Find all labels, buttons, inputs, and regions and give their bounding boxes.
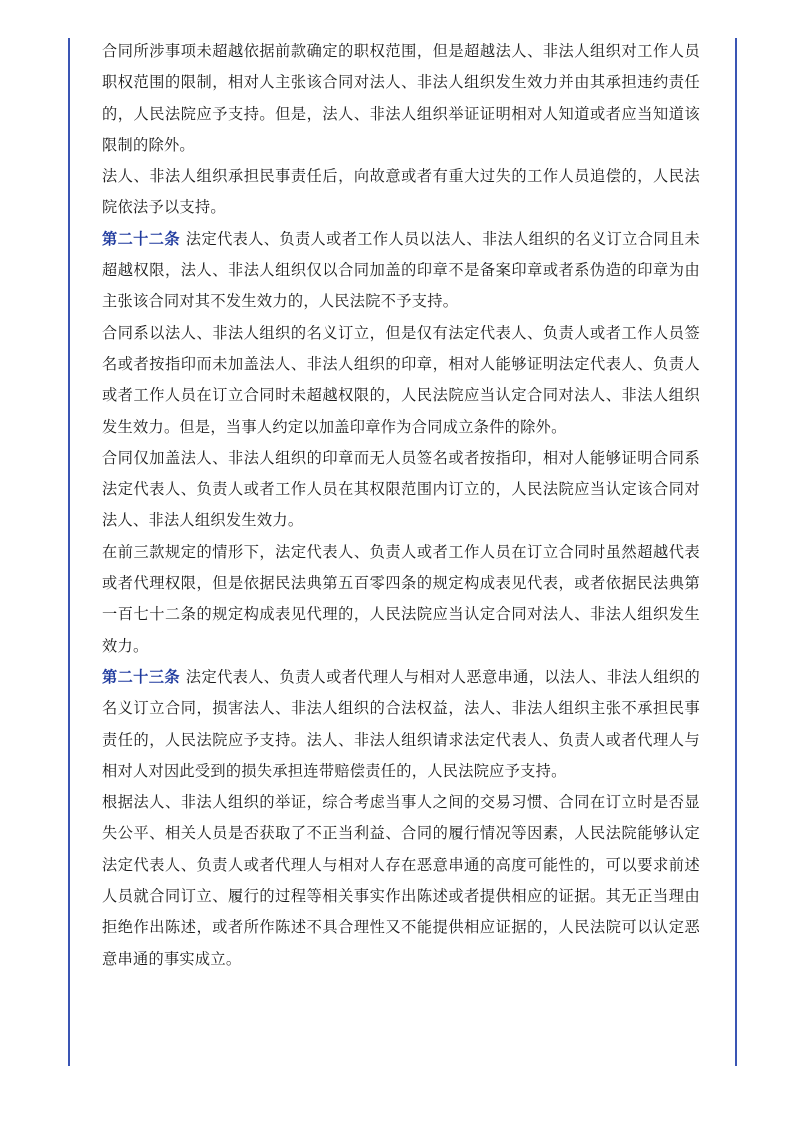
paragraph-text: 法定代表人、负责人或者代理人与相对人恶意串通，以法人、非法人组织的名义订立合同，损害法人、非法人组织的合法权益，法人、非法人组织主张不承担民事责任的，人民法院应予支持。法人、非法人组织请求法定代表人、负责人或者代理人与相对人对因此受到的损失承担连带赔偿责任的，人民法院应予支持。 [102, 667, 700, 780]
article-number: 第二十三条 [102, 667, 180, 686]
paragraph-text: 法人、非法人组织承担民事责任后，向故意或者有重大过失的工作人员追偿的，人民法院依法予以支持。 [102, 167, 700, 217]
article-23-paragraph [102, 662, 700, 787]
paragraph-text: 在前三款规定的情形下，法定代表人、负责人或者工作人员在订立合同时虽然超越代表或者代理权限，但是依据民法典第五百零四条的规定构成表见代表，或者依据民法典第一百七十二条的规定构成表见代理的，人民法院应当认定合同对法人、非法人组织发生效力。 [102, 542, 700, 655]
article-22-paragraph [102, 224, 700, 318]
paragraph-8 [102, 787, 700, 975]
paragraph-2 [102, 161, 700, 224]
article-number: 第二十二条 [102, 229, 180, 248]
paragraph-5 [102, 443, 700, 537]
right-margin-rule [735, 38, 737, 1066]
document-body [102, 36, 700, 975]
left-margin-rule [68, 38, 70, 1066]
paragraph-text: 法定代表人、负责人或者工作人员以法人、非法人组织的名义订立合同且未超越权限，法人、非法人组织仅以合同加盖的印章不是备案印章或者系伪造的印章为由主张该合同对其不发生效力的，人民法院不予支持。 [102, 229, 700, 311]
paragraph-text: 合同所涉事项未超越依据前款确定的职权范围，但是超越法人、非法人组织对工作人员职权范围的限制，相对人主张该合同对法人、非法人组织发生效力并由其承担违约责任的，人民法院应予支持。但是，法人、非法人组织举证证明相对人知道或者应当知道该限制的除外。 [102, 42, 700, 154]
paragraph-6 [102, 537, 700, 662]
paragraph-text: 合同系以法人、非法人组织的名义订立，但是仅有法定代表人、负责人或者工作人员签名或者按指印而未加盖法人、非法人组织的印章，相对人能够证明法定代表人、负责人或者工作人员在订立合同时未超越权限的，人民法院应当认定合同对法人、非法人组织发生效力。但是，当事人约定以加盖印章作为合同成立条件的除外。 [102, 323, 700, 436]
paragraph-1 [102, 36, 700, 161]
paragraph-text: 合同仅加盖法人、非法人组织的印章而无人员签名或者按指印，相对人能够证明合同系法定代表人、负责人或者工作人员在其权限范围内订立的，人民法院应当认定该合同对法人、非法人组织发生效力。 [102, 448, 700, 530]
paragraph-text: 根据法人、非法人组织的举证，综合考虑当事人之间的交易习惯、合同在订立时是否显失公平、相关人员是否获取了不正当利益、合同的履行情况等因素，人民法院能够认定法定代表人、负责人或者代理人与相对人存在恶意串通的高度可能性的，可以要求前述人员就合同订立、履行的过程等相关事实作出陈述或者提供相应的证据。其无正当理由拒绝作出陈述，或者所作陈述不具合理性又不能提供相应证据的，人民法院可以认定恶意串通的事实成立。 [102, 793, 700, 968]
paragraph-4 [102, 318, 700, 443]
